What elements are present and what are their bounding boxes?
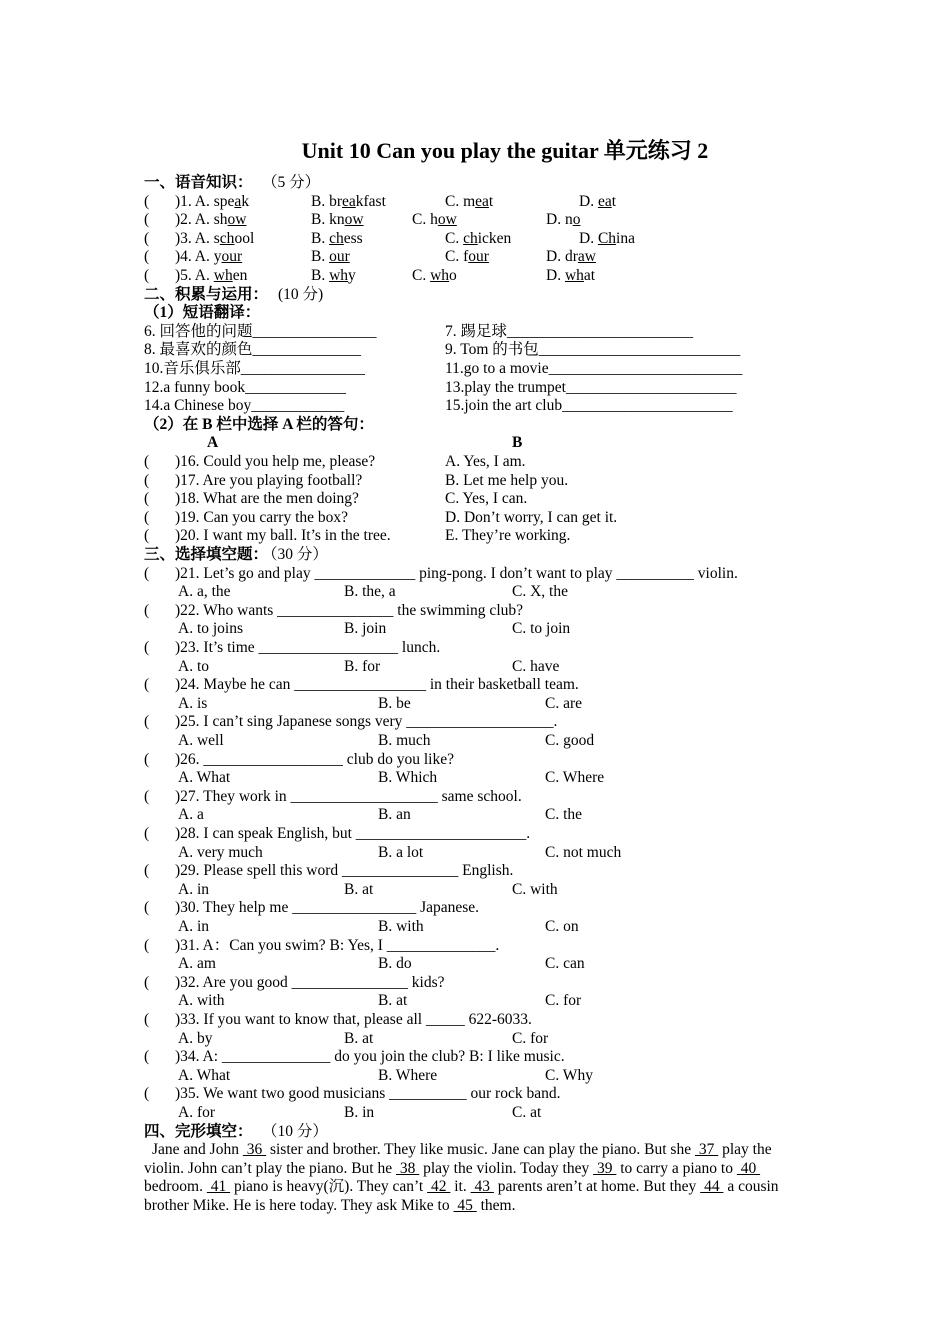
option-b: B. a lot xyxy=(378,843,424,861)
section-heading: 四、完形填空： xyxy=(144,1122,253,1140)
option-c: C. at xyxy=(512,1104,542,1121)
option-c: C. chicken xyxy=(445,229,512,247)
page-title: Unit 10 Can you play the guitar 单元练习 2 xyxy=(301,138,709,163)
subsection-title: （2）在 B 栏中选择 A 栏的答句： xyxy=(144,415,374,433)
answer-bracket: ( xyxy=(144,211,150,229)
question-text: )24. Maybe he can _________________ in their basketball team. xyxy=(175,676,579,694)
option-b: B. our xyxy=(311,248,350,266)
option-c: C. how xyxy=(412,211,457,229)
option-c: C. to join xyxy=(512,620,571,638)
question-text: )31. A：Can you swim? B: Yes, I ______________. xyxy=(175,936,500,954)
passage-text: parents aren’t at home. But they xyxy=(493,1178,701,1196)
option-b: B. at xyxy=(378,992,408,1010)
answer-bracket: ( xyxy=(144,490,150,508)
phrase-right: 13.play the trumpet______________________ xyxy=(445,378,737,396)
passage-text: bedroom. xyxy=(144,1178,207,1196)
option-b: B. much xyxy=(378,732,431,749)
option-c: C. are xyxy=(545,694,583,712)
option-c: C. have xyxy=(512,657,560,675)
underlined-letters: ea xyxy=(475,192,489,210)
question-text: )27. They work in ___________________ same school. xyxy=(175,787,522,805)
option-a: A. to xyxy=(178,657,209,675)
question-number-option-a: )2. A. show xyxy=(175,211,247,229)
section-score: （30 分） xyxy=(262,546,328,563)
match-question: )19. Can you carry the box? xyxy=(175,508,349,526)
option-a: A. in xyxy=(178,918,209,935)
answer-bracket: ( xyxy=(144,750,150,768)
option-c: C. Why xyxy=(545,1066,593,1084)
answer-bracket: ( xyxy=(144,825,150,842)
phrase-left: 14.a Chinese boy____________ xyxy=(144,397,345,415)
cloze-blank[interactable]: 41 xyxy=(206,1178,231,1196)
question-text: )29. Please spell this word _______________ English. xyxy=(175,862,514,880)
cloze-blank[interactable]: 36 xyxy=(242,1141,267,1159)
option-b: B. for xyxy=(344,657,381,675)
column-a-header: A xyxy=(207,434,219,452)
option-a: A. with xyxy=(178,992,225,1010)
option-b: B. be xyxy=(378,694,411,712)
underlined-letters: ch xyxy=(463,229,478,247)
passage-text: it. xyxy=(450,1178,471,1196)
answer-bracket: ( xyxy=(144,471,150,489)
section-score: (10 分) xyxy=(278,285,324,303)
answer-bracket: ( xyxy=(144,1011,150,1028)
underlined-letters: our xyxy=(468,248,489,266)
option-a: A. am xyxy=(178,955,216,973)
option-b: B. chess xyxy=(311,229,363,247)
option-c: C. not much xyxy=(545,843,622,861)
underlined-letters: o xyxy=(572,211,581,229)
option-c: C. Where xyxy=(545,769,605,787)
option-a: A. is xyxy=(178,694,208,712)
passage-text: sister and brother. They like music. Jane can play the piano. But she xyxy=(266,1141,695,1159)
answer-bracket: ( xyxy=(144,601,150,619)
option-a: A. in xyxy=(178,880,209,898)
option-b: B. the, a xyxy=(344,583,396,601)
option-a: A. by xyxy=(178,1029,213,1047)
question-text: )25. I can’t sing Japanese songs very ___________________. xyxy=(175,713,558,731)
section-heading: 二、积累与运用： xyxy=(144,285,269,303)
answer-bracket: ( xyxy=(144,936,150,954)
phrase-right: 11.go to a movie_________________________ xyxy=(445,360,743,377)
option-c: C. four xyxy=(445,248,489,266)
option-b: B. breakfast xyxy=(311,192,386,210)
underlined-letters: ea xyxy=(597,192,612,210)
option-a: A. a, the xyxy=(178,583,231,601)
option-c: C. meat xyxy=(445,192,494,210)
option-a: A. for xyxy=(178,1104,216,1121)
question-text: )34. A: ______________ do you join the club? B: I like music. xyxy=(175,1048,565,1066)
section-score: （10 分） xyxy=(262,1122,328,1140)
answer-bracket: ( xyxy=(144,1085,150,1103)
cloze-passage xyxy=(144,1141,814,1215)
answer-bracket: ( xyxy=(144,899,150,917)
option-b: B. do xyxy=(378,955,412,973)
cloze-blank[interactable]: 38 xyxy=(395,1159,420,1177)
option-d: D. China xyxy=(579,229,635,247)
option-b: B. in xyxy=(344,1104,375,1121)
match-answer: B. Let me help you. xyxy=(445,471,569,489)
underlined-letters: ch xyxy=(219,229,235,247)
question-text: )21. Let’s go and play _____________ ping-pong. I don’t want to play __________ violin. xyxy=(175,564,738,582)
option-c: C. for xyxy=(512,1029,549,1047)
option-a: A. a xyxy=(178,806,204,824)
phrase-left: 12.a funny book_____________ xyxy=(144,378,346,396)
match-answer: A. Yes, I am. xyxy=(445,453,526,470)
question-text: )30. They help me ________________ Japanese. xyxy=(175,899,480,917)
question-text: )22. Who wants _______________ the swimming club? xyxy=(175,601,524,619)
answer-bracket: ( xyxy=(144,1048,150,1066)
section-score: （5 分） xyxy=(262,174,321,191)
underlined-letters: wh xyxy=(213,267,233,284)
match-question: )16. Could you help me, please? xyxy=(175,453,376,470)
answer-bracket: ( xyxy=(144,192,150,210)
option-c: C. for xyxy=(545,992,582,1010)
option-c: C. X, the xyxy=(512,583,568,601)
option-c: C. on xyxy=(545,918,579,935)
underlined-letters: a xyxy=(234,192,242,210)
option-d: D. draw xyxy=(546,248,596,266)
underlined-letters: ow xyxy=(437,211,457,229)
option-c: C. can xyxy=(545,955,585,973)
option-c: C. with xyxy=(512,880,558,898)
answer-bracket: ( xyxy=(144,248,150,266)
answer-bracket: ( xyxy=(144,676,150,694)
answer-bracket: ( xyxy=(144,527,150,545)
underlined-letters: ow xyxy=(344,211,364,229)
phrase-right: 7. 踢足球________________________ xyxy=(445,322,694,340)
option-c: C. who xyxy=(412,267,457,284)
option-a: A. What xyxy=(178,1066,231,1084)
question-text: )32. Are you good _______________ kids? xyxy=(175,973,445,991)
answer-bracket: ( xyxy=(144,229,150,247)
answer-bracket: ( xyxy=(144,862,150,880)
cloze-blank[interactable]: 39 xyxy=(593,1159,617,1177)
question-number-option-a: )4. A. your xyxy=(175,248,243,266)
match-answer: E. They’re working. xyxy=(445,527,571,545)
underlined-letters: Ch xyxy=(597,229,617,247)
underlined-letters: our xyxy=(329,248,350,266)
cloze-blank[interactable]: 42 xyxy=(427,1178,451,1196)
phrase-left: 10.音乐俱乐部________________ xyxy=(144,360,365,377)
answer-bracket: ( xyxy=(144,639,150,656)
underlined-letters: ch xyxy=(329,229,344,247)
question-number-option-a: )3. A. school xyxy=(175,229,255,247)
option-b: B. at xyxy=(344,1029,374,1047)
underlined-letters: our xyxy=(221,248,243,266)
match-question: )17. Are you playing football? xyxy=(175,471,363,489)
answer-bracket: ( xyxy=(144,973,150,991)
column-b-header: B xyxy=(512,434,523,452)
question-number-option-a: )5. A. when xyxy=(175,267,248,284)
match-question: )20. I want my ball. It’s in the tree. xyxy=(175,527,391,545)
underlined-letters: aw xyxy=(577,248,596,266)
underlined-letters: ow xyxy=(227,211,247,229)
option-b: B. at xyxy=(344,880,374,898)
question-text: )23. It’s time __________________ lunch. xyxy=(175,639,441,656)
section-heading: 三、选择填空题： xyxy=(144,546,269,563)
cloze-blank[interactable]: 45 xyxy=(453,1196,477,1214)
option-b: B. Which xyxy=(378,769,438,787)
option-d: D. no xyxy=(546,211,581,229)
question-text: )33. If you want to know that, please all _____ 622-6033. xyxy=(175,1011,532,1028)
answer-bracket: ( xyxy=(144,713,150,731)
option-a: A. very much xyxy=(178,843,263,861)
option-c: C. good xyxy=(545,732,595,749)
question-text: )35. We want two good musicians __________ our rock band. xyxy=(175,1085,561,1103)
cloze-blank[interactable]: 43 xyxy=(470,1178,494,1196)
option-b: B. know xyxy=(311,211,364,229)
question-text: )26. __________________ club do you like? xyxy=(175,750,454,768)
passage-text: to carry a piano to xyxy=(616,1159,737,1177)
underlined-letters: wh xyxy=(329,267,349,284)
phrase-right: 15.join the art club______________________ xyxy=(445,397,733,415)
match-answer: D. Don’t worry, I can get it. xyxy=(445,508,618,526)
passage-text: Jane and John xyxy=(152,1141,243,1159)
underlined-letters: wh xyxy=(564,267,584,284)
phrase-left: 6. 回答他的问题________________ xyxy=(144,322,377,340)
option-a: A. What xyxy=(178,769,231,787)
phrase-right: 9. Tom 的书包__________________________ xyxy=(445,341,741,359)
underlined-letters: ea xyxy=(342,192,356,210)
answer-bracket: ( xyxy=(144,453,150,470)
match-answer: C. Yes, I can. xyxy=(445,490,528,508)
passage-text: them. xyxy=(476,1196,516,1214)
cloze-blank[interactable]: 40 xyxy=(736,1159,761,1177)
underlined-letters: wh xyxy=(430,267,450,284)
option-b: B. with xyxy=(378,918,424,935)
passage-text: piano is heavy(沉). They can’t xyxy=(230,1178,428,1196)
answer-bracket: ( xyxy=(144,508,150,526)
answer-bracket: ( xyxy=(144,787,150,805)
answer-bracket: ( xyxy=(144,267,150,284)
passage-text: a cousin brother Mike. He is here today. They ask Mike to xyxy=(144,1178,779,1214)
question-number-option-a: )1. A. speak xyxy=(175,192,250,210)
phrase-left: 8. 最喜欢的颜色______________ xyxy=(144,341,362,359)
option-d: D. eat xyxy=(579,192,617,210)
option-b: B. why xyxy=(311,267,356,284)
cloze-blank[interactable]: 37 xyxy=(694,1141,719,1159)
cloze-blank[interactable]: 44 xyxy=(700,1178,724,1196)
match-question: )18. What are the men doing? xyxy=(175,490,359,508)
question-text: )28. I can speak English, but ______________________. xyxy=(175,825,531,842)
answer-bracket: ( xyxy=(144,564,150,582)
option-b: B. Where xyxy=(378,1066,438,1084)
option-a: A. to joins xyxy=(178,620,244,638)
option-a: A. well xyxy=(178,732,224,749)
option-b: B. an xyxy=(378,806,411,824)
option-d: D. what xyxy=(546,267,596,284)
option-c: C. the xyxy=(545,806,583,824)
option-b: B. join xyxy=(344,620,387,638)
subsection-title: （1）短语翻译： xyxy=(144,304,261,322)
passage-text: play the violin. John can’t play the piano. But he xyxy=(144,1141,772,1177)
section-heading: 一、语音知识： xyxy=(144,174,253,191)
passage-text: play the violin. Today they xyxy=(419,1159,594,1177)
